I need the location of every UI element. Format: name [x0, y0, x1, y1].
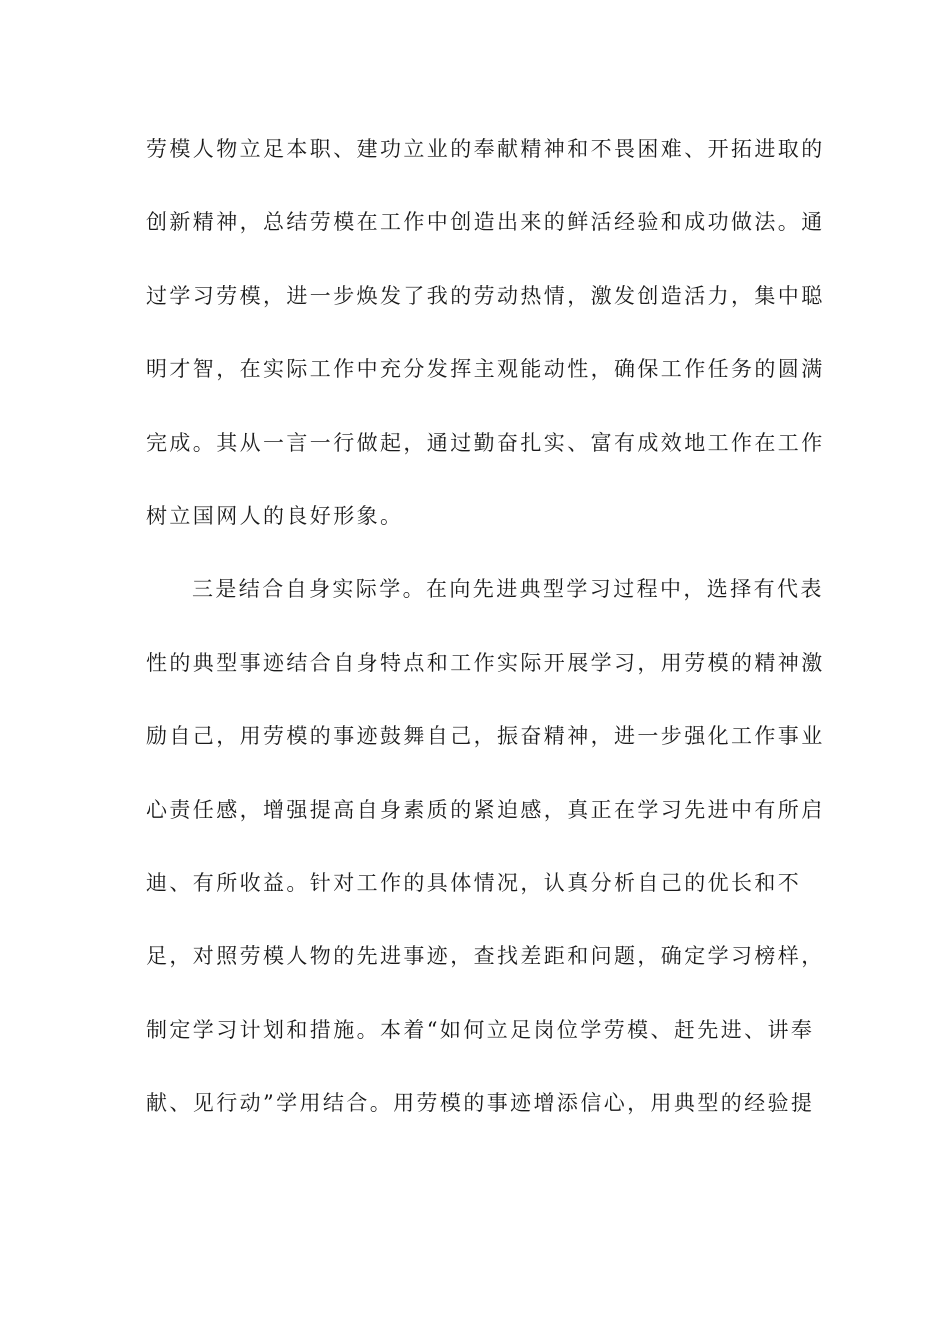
body-text	[146, 126, 825, 1153]
text-line: 完成。其从一言一行做起，通过勤奋扎实、富有成效地工作在工作	[146, 430, 825, 455]
text-line: 创新精神，总结劳模在工作中创造出来的鲜活经验和成功做法。通	[146, 210, 825, 235]
text-line: 树立国网人的良好形象。	[146, 503, 404, 528]
text-line: 过学习劳模，进一步焕发了我的劳动热情，激发创造活力，集中聪	[146, 283, 825, 308]
text-line: 迪、有所收益。针对工作的具体情况，认真分析自己的优长和不	[146, 870, 802, 895]
text-line: 献、见行动”学用结合。用劳模的事迹增添信心，用典型的经验提	[146, 1091, 815, 1116]
text-line: 制定学习计划和措施。本着“如何立足岗位学劳模、赶先进、讲奉	[146, 1017, 815, 1042]
text-line: 明才智，在实际工作中充分发挥主观能动性，确保工作任务的圆满	[146, 357, 825, 382]
text-line: 励自己，用劳模的事迹鼓舞自己，振奋精神，进一步强化工作事业	[146, 724, 825, 749]
text-line: 足，对照劳模人物的先进事迹，查找差距和问题，确定学习榜样，	[146, 944, 825, 969]
text-line: 心责任感，增强提高自身素质的紧迫感，真正在学习先进中有所启	[146, 797, 825, 822]
text-line: 性的典型事迹结合自身特点和工作实际开展学习，用劳模的精神激	[146, 650, 825, 675]
text-line: 劳模人物立足本职、建功立业的奉献精神和不畏困难、开拓进取的	[146, 137, 825, 161]
paragraph-start-line: 三是结合自身实际学。在向先进典型学习过程中，选择有代表	[192, 577, 824, 602]
